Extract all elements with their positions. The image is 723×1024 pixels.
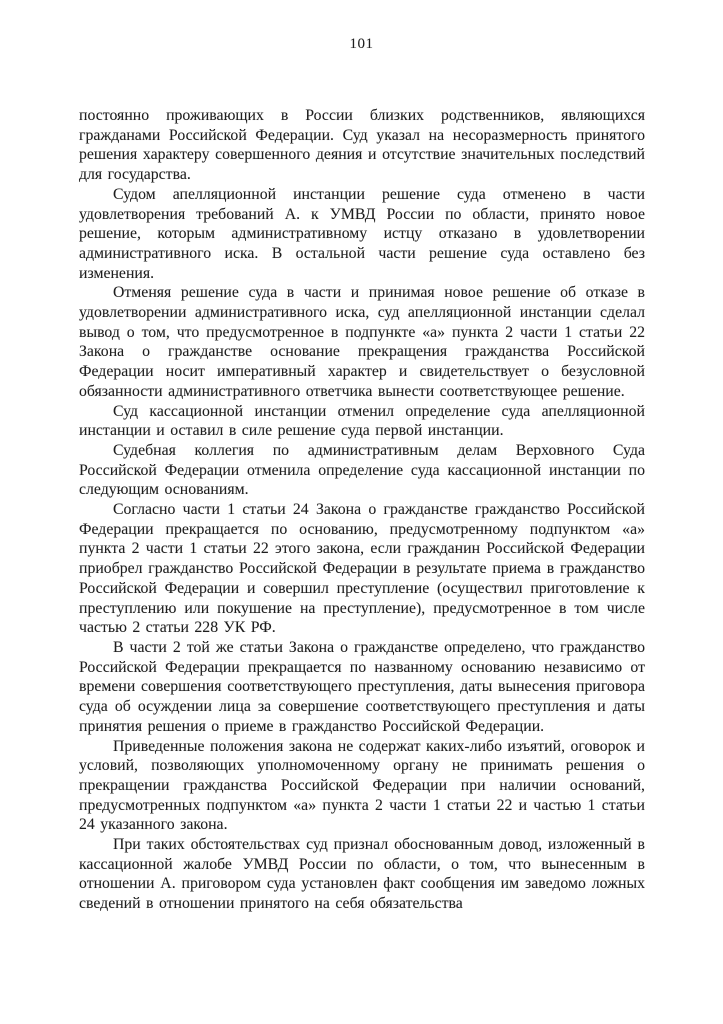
paragraph: Суд кассационной инстанции отменил определение суда апелляционной инстанции и оставил в силе решение суда первой инстанции. xyxy=(79,402,645,440)
paragraph: Отменяя решение суда в части и принимая новое решение об отказе в удовлетворении административного иска, суд апелляционной инстанции сделал вывод о том, что предусмотренное в подпункте «а» пункта 2 части 1 статьи 22 Закона о гражданстве основание прекращения гражданства Российской Федерации носит императивный характер и свидетельствует о безусловной обязанности административного ответчика вынести соответствующее решение. xyxy=(79,284,645,400)
document-body xyxy=(79,106,645,914)
page-number: 101 xyxy=(349,36,374,52)
paragraph: Судом апелляционной инстанции решение суда отменено в части удовлетворения требований А. к УМВД России по области, принято новое решение, которым административному истцу отказано в удовлетворении административного иска. В остальной части решение суда оставлено без изменения. xyxy=(79,185,645,282)
paragraph-continuation: постоянно проживающих в России близких родственников, являющихся гражданами Российской Федерации. Суд указал на несоразмерность принятого решения характеру совершенного деяния и отсутствие значительных последствий для государства. xyxy=(79,107,645,184)
paragraph: В части 2 той же статьи Закона о гражданстве определено, что гражданство Российской Федерации прекращается по названному основанию независимо от времени совершения соответствующего преступления, даты вынесения приговора суда об осуждении лица за совершение соответствующего преступления и даты принятия решения о приеме в гражданство Российской Федерации. xyxy=(79,638,645,735)
paragraph: Судебная коллегия по административным делам Верховного Суда Российской Федерации отменила определение суда кассационной инстанции по следующим основаниям. xyxy=(79,441,645,499)
paragraph: При таких обстоятельствах суд признал обоснованным довод, изложенный в кассационной жалобе УМВД России по области, о том, что вынесенным в отношении А. приговором суда установлен факт сообщения им заведомо ложных сведений в отношении принятого на себя обязательства xyxy=(79,836,645,913)
paragraph: Приведенные положения закона не содержат каких-либо изъятий, оговорок и условий, позволяющих уполномоченному органу не принимать решения о прекращении гражданства Российской Федерации при наличии оснований, предусмотренных подпунктом «а» пункта 2 части 1 статьи 22 и частью 1 статьи 24 указанного закона. xyxy=(79,737,645,834)
paragraph: Согласно части 1 статьи 24 Закона о гражданстве гражданство Российской Федерации прекращается по основанию, предусмотренному подпунктом «а» пункта 2 части 1 статьи 22 этого закона, если гражданин Российской Федерации приобрел гражданство Российской Федерации в результате приема в гражданство Российской Федерации и совершил преступление (осуществил приготовление к преступлению или покушение на преступление), предусмотренное в том числе частью 2 статьи 228 УК РФ. xyxy=(79,501,645,637)
